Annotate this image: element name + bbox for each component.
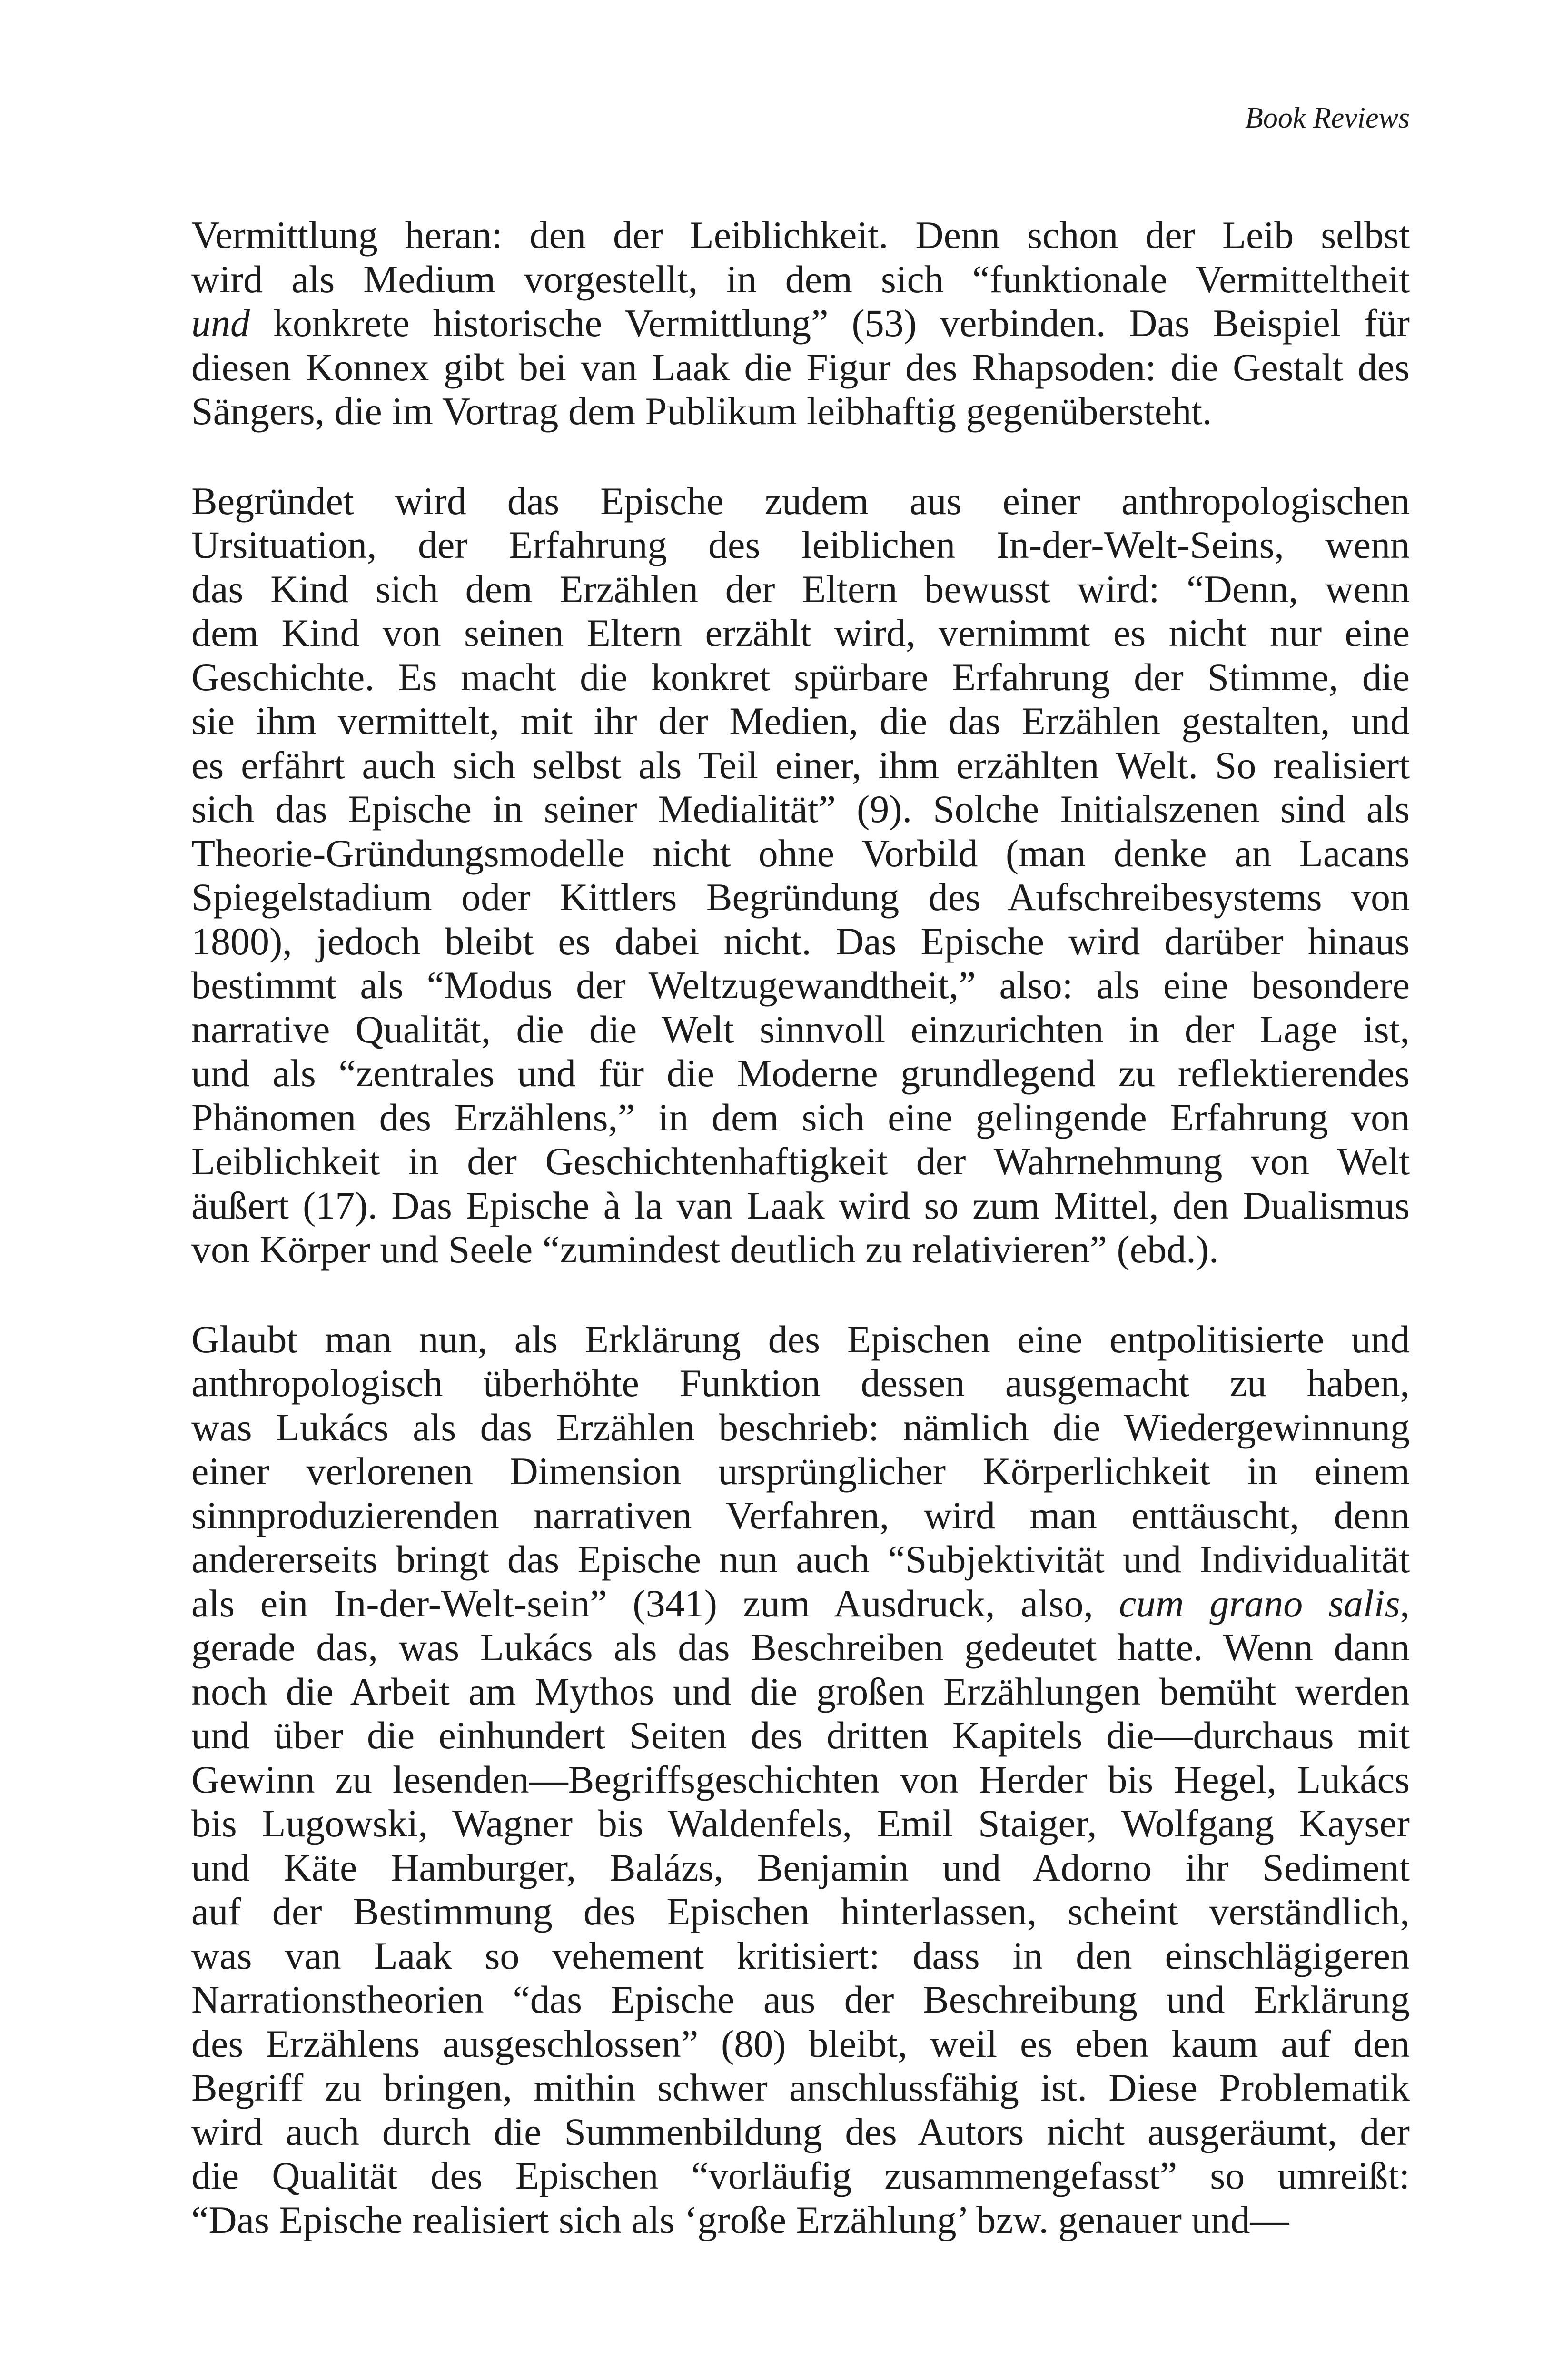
- text-line: das Kind sich dem Erzählen der Eltern bewusst wird: “Denn, wenn: [191, 567, 1410, 611]
- text-line: Glaubt man nun, als Erklärung des Epischen eine entpolitisierte und: [191, 1317, 1410, 1361]
- text-line: sinnproduzierenden narrativen Verfahren, wird man enttäuscht, denn: [191, 1493, 1410, 1537]
- paragraph-3: [191, 1318, 1410, 2242]
- text-line: Ursituation, der Erfahrung des leiblichen In-der-Welt-Seins, wenn: [191, 523, 1410, 566]
- text-line: Geschichte. Es macht die konkret spürbare Erfahrung der Stimme, die: [191, 655, 1410, 699]
- text-line: einer verlorenen Dimension ursprünglicher Körperlichkeit in einem: [191, 1449, 1410, 1493]
- text-line: des Erzählens ausgeschlossen” (80) bleibt, weil es eben kaum auf den: [191, 2022, 1410, 2065]
- text-line: auf der Bestimmung des Epischen hinterlassen, scheint verständlich,: [191, 1890, 1410, 1933]
- text-line: Begründet wird das Epische zudem aus einer anthropologischen: [191, 479, 1410, 523]
- text-line: und konkrete historische Vermittlung” (53) verbinden. Das Beispiel für: [191, 301, 1410, 345]
- text-line: noch die Arbeit am Mythos und die großen Erzählungen bemüht werden: [191, 1669, 1410, 1713]
- text-line: äußert (17). Das Epische à la van Laak wird so zum Mittel, den Dualismus: [191, 1183, 1410, 1227]
- text-line: die Qualität des Epischen “vorläufig zusammengefasst” so umreißt:: [191, 2154, 1410, 2197]
- text-line: gerade das, was Lukács als das Beschreiben gedeutet hatte. Wenn dann: [191, 1626, 1410, 1669]
- text-line: bestimmt als “Modus der Weltzugewandtheit,” also: als eine besondere: [191, 963, 1410, 1007]
- text-line: Sängers, die im Vortrag dem Publikum leibhaftig gegenübersteht.: [191, 389, 1212, 433]
- text-line: Gewinn zu lesenden—Begriffsgeschichten von Herder bis Hegel, Lukács: [191, 1757, 1410, 1801]
- text-line: “Das Epische realisiert sich als ‘große Erzählung’ bzw. genauer und—: [191, 2198, 1289, 2241]
- text-line: und als “zentrales und für die Moderne grundlegend zu reflektierendes: [191, 1051, 1410, 1095]
- text-line: was Lukács als das Erzählen beschrieb: nämlich die Wiedergewinnung: [191, 1405, 1410, 1449]
- paragraph-2: [191, 479, 1410, 1272]
- running-header: Book Reviews: [1245, 102, 1410, 134]
- text-line: Phänomen des Erzählens,” in dem sich eine gelingende Erfahrung von: [191, 1095, 1410, 1139]
- text-line: es erfährt auch sich selbst als Teil einer, ihm erzählten Welt. So realisiert: [191, 743, 1410, 787]
- article-body: [191, 213, 1410, 2242]
- text-line: andererseits bringt das Epische nun auch “Subjektivität und Individualität: [191, 1537, 1410, 1581]
- text-line: diesen Konnex gibt bei van Laak die Figur des Rhapsoden: die Gestalt des: [191, 345, 1410, 389]
- text-line: was van Laak so vehement kritisiert: dass in den einschlägigeren: [191, 1934, 1410, 1977]
- text-line: und über die einhundert Seiten des dritten Kapitels die—durchaus mit: [191, 1714, 1410, 1757]
- text-line: Theorie-Gründungsmodelle nicht ohne Vorbild (man denke an Lacans: [191, 831, 1410, 875]
- text-line: und Käte Hamburger, Balázs, Benjamin und Adorno ihr Sediment: [191, 1845, 1410, 1889]
- text-line: anthropologisch überhöhte Funktion dessen ausgemacht zu haben,: [191, 1361, 1410, 1405]
- text-line: wird auch durch die Summenbildung des Autors nicht ausgeräumt, der: [191, 2110, 1410, 2153]
- text-line: Begriff zu bringen, mithin schwer anschlussfähig ist. Diese Problematik: [191, 2066, 1410, 2109]
- paragraph-1: [191, 213, 1410, 434]
- text-line: dem Kind von seinen Eltern erzählt wird, vernimmt es nicht nur eine: [191, 611, 1410, 654]
- text-line: narrative Qualität, die die Welt sinnvoll einzurichten in der Lage ist,: [191, 1007, 1410, 1051]
- text-line: sie ihm vermittelt, mit ihr der Medien, die das Erzählen gestalten, und: [191, 699, 1410, 743]
- text-line: wird als Medium vorgestellt, in dem sich “funktionale Vermitteltheit: [191, 257, 1410, 301]
- text-line: 1800), jedoch bleibt es dabei nicht. Das Epische wird darüber hinaus: [191, 919, 1410, 963]
- text-line: Leiblichkeit in der Geschichtenhaftigkeit der Wahrnehmung von Welt: [191, 1140, 1410, 1183]
- text-line: sich das Epische in seiner Medialität” (9). Solche Initialszenen sind als: [191, 787, 1410, 831]
- text-line: Vermittlung heran: den der Leiblichkeit. Denn schon der Leib selbst: [191, 213, 1410, 257]
- text-line: bis Lugowski, Wagner bis Waldenfels, Emil Staiger, Wolfgang Kayser: [191, 1802, 1410, 1845]
- text-line: als ein In-der-Welt-sein” (341) zum Ausdruck, also, cum grano salis,: [191, 1581, 1410, 1625]
- text-line: von Körper und Seele “zumindest deutlich zu relativieren” (ebd.).: [191, 1228, 1219, 1271]
- text-line: Narrationstheorien “das Epische aus der Beschreibung und Erklärung: [191, 1978, 1410, 2021]
- text-line: Spiegelstadium oder Kittlers Begründung des Aufschreibesystems von: [191, 875, 1410, 919]
